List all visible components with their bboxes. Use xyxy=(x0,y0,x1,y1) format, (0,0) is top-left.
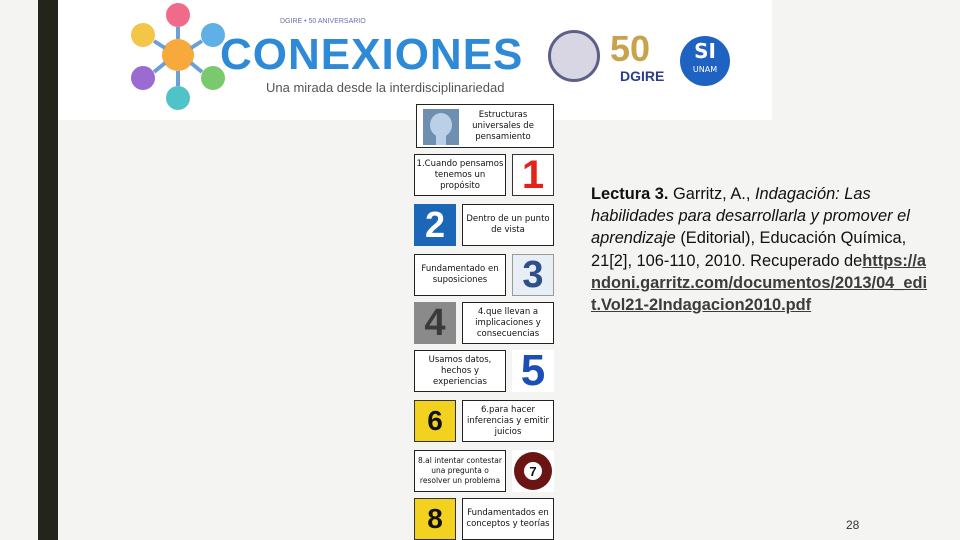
page-number: 28 xyxy=(846,518,860,532)
reference-details: (Editorial), Educación Química, 21[2], 106-110, 2010. Recuperado de xyxy=(591,229,907,270)
step-3-number: 3 xyxy=(512,254,554,296)
step-4-label: 4.que llevan a implicaciones y consecuencias xyxy=(462,302,554,344)
step-6-number: 6 xyxy=(414,400,456,442)
reference-authors: Garritz, A., xyxy=(673,185,751,203)
dgire-50-logo xyxy=(610,28,676,86)
step-1-number: 1 xyxy=(512,154,554,196)
step-6-label: 6.para hacer inferencias y emitir juicios xyxy=(462,400,554,442)
dgire-text: DGIRE xyxy=(620,68,665,84)
step-2-number: 2 xyxy=(414,204,456,246)
unam-text: UNAM xyxy=(692,65,718,74)
step-8-label: Fundamentados en conceptos y teorías xyxy=(462,498,554,540)
reference-title: Indagación: Las habilidades para desarrollarla y promover el aprendizaje xyxy=(591,185,910,248)
step-7-label: 8.al intentar contestar una pregunta o resolver un problema xyxy=(414,450,506,492)
step-5-number: 5 xyxy=(512,350,554,392)
step-4-number: 4 xyxy=(414,302,456,344)
banner-title: CONEXIONES xyxy=(220,30,524,79)
brain-head-icon xyxy=(423,109,459,145)
step-5-label: Usamos datos, hechos y experiencias xyxy=(414,350,506,392)
si-unam-logo xyxy=(680,36,730,86)
anniversary-text: DGIRE • 50 ANIVERSARIO xyxy=(280,18,366,25)
thinking-structures-diagram xyxy=(414,104,558,540)
banner-subtitle: Una mirada desde la interdisciplinariedad xyxy=(266,80,505,95)
left-accent-bar xyxy=(38,0,58,540)
si-text: SI xyxy=(694,39,716,63)
unam-seal-icon xyxy=(548,30,600,82)
reading-label: Lectura 3. xyxy=(591,185,669,203)
step-1-label: 1.Cuando pensamos tenemos un propósito xyxy=(414,154,506,196)
reference-link[interactable]: https://andoni.garritz.com/documentos/2013/04_edit.Vol21-2Indagacion2010.pdf xyxy=(591,251,928,315)
step-7-number-ball xyxy=(512,450,554,492)
step-3-label: Fundamentado en suposiciones xyxy=(414,254,506,296)
reference-text xyxy=(591,183,931,316)
conexiones-banner xyxy=(58,0,772,120)
step-2-label: Dentro de un punto de vista xyxy=(462,204,554,246)
step-8-number: 8 xyxy=(414,498,456,540)
step-7-number: 7 xyxy=(524,462,542,480)
fifty-text: 50 xyxy=(610,28,651,69)
diagram-header: Estructuras universales de pensamiento xyxy=(416,104,554,148)
